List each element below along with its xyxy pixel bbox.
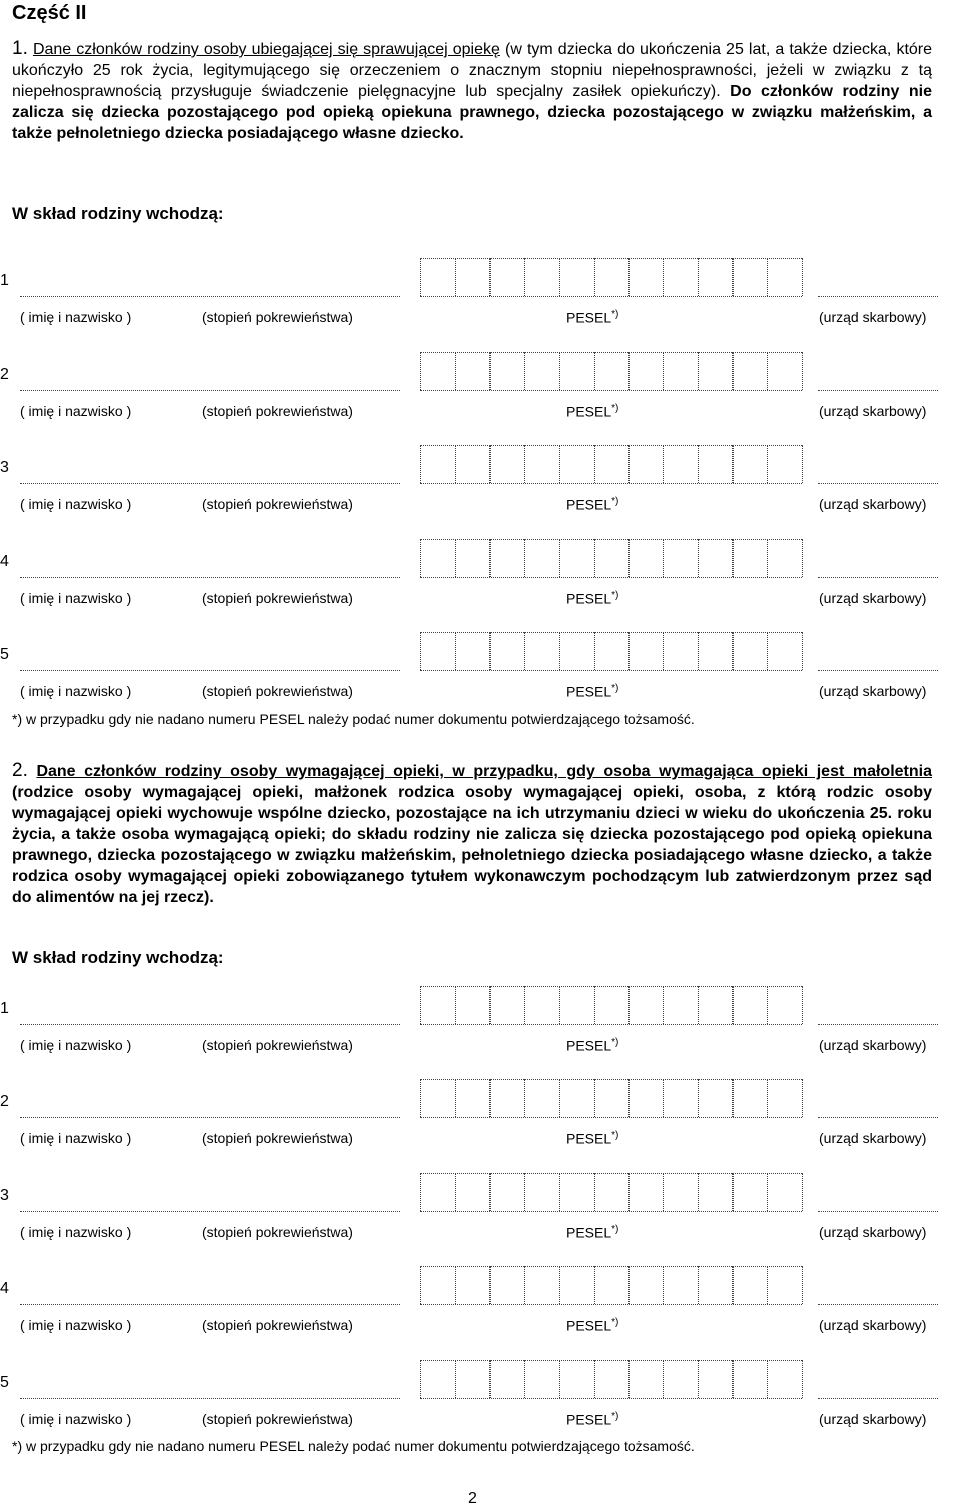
pesel-digit-box[interactable] [524, 1079, 560, 1117]
pesel-digit-box[interactable] [594, 445, 630, 483]
pesel-digit-box[interactable] [420, 258, 456, 296]
pesel-label-text: PESEL [566, 1224, 612, 1241]
pesel-digit-box[interactable] [489, 986, 525, 1024]
pesel-digit-box[interactable] [698, 1173, 734, 1211]
pesel-digit-box[interactable] [455, 1173, 491, 1211]
pesel-label [566, 683, 618, 700]
office-label: (urząd skarbowy) [819, 1317, 927, 1333]
pesel-digit-box[interactable] [698, 258, 734, 296]
pesel-digit-box[interactable] [455, 258, 491, 296]
section2-paragraph [12, 760, 932, 908]
row-number: 1 [0, 1000, 9, 1017]
name-label: ( imię i nazwisko ) [20, 1224, 132, 1240]
pesel-digit-box[interactable] [489, 1173, 525, 1211]
pesel-label [566, 1130, 618, 1147]
pesel-digit-box[interactable] [732, 258, 768, 296]
row-number: 1 [0, 272, 9, 289]
pesel-digit-box[interactable] [524, 1173, 560, 1211]
pesel-label-text: PESEL [566, 1411, 612, 1428]
name-relation-field[interactable] [20, 670, 400, 671]
tax-office-field[interactable] [818, 483, 938, 484]
pesel-digit-box[interactable] [524, 539, 560, 577]
pesel-digit-box[interactable] [420, 1360, 456, 1398]
name-relation-field[interactable] [20, 296, 400, 297]
pesel-digit-box[interactable] [767, 445, 803, 483]
name-label: ( imię i nazwisko ) [20, 683, 132, 699]
page-number: 2 [468, 1490, 477, 1507]
pesel-label [566, 309, 618, 326]
pesel-digit-box[interactable] [663, 258, 699, 296]
pesel-digit-box[interactable] [594, 1266, 630, 1304]
pesel-digit-box[interactable] [420, 445, 456, 483]
pesel-digit-box[interactable] [594, 539, 630, 577]
pesel-digit-box[interactable] [767, 539, 803, 577]
member-row [0, 982, 960, 1072]
section2-text: (rodzice osoby wymagającej opieki, małżonek rodzica osoby wymagającej opieki, osoba, z którą rodzic osoby wymagającej opieki wychowuje wspólne dziecko, pozostające na ich utrzymaniu dzieci w wieku do ukończenia 25. roku życia, a także osoba wymagającą opieki; do składu rodziny nie zalicza się dziecka pozostającego pod opieką opiekuna prawnego, dziecka pozostającego w związku małżeńskim, pełnoletniego dziecka posiadającego własne dziecko, a także rodzica osoby wymagającej opieki zobowiązanego tytułem wykonawczym pochodzącym lub zatwierdzonym przez sąd do alimentów na jej rzecz). [12, 784, 932, 906]
pesel-label [566, 1037, 618, 1054]
name-relation-field[interactable] [20, 1117, 400, 1118]
pesel-label-text: PESEL [566, 1130, 612, 1147]
pesel-digit-box[interactable] [698, 539, 734, 577]
pesel-digit-box[interactable] [420, 1173, 456, 1211]
pesel-digit-box[interactable] [594, 1173, 630, 1211]
pesel-digit-box[interactable] [732, 352, 768, 390]
office-label: (urząd skarbowy) [819, 1130, 927, 1146]
office-label: (urząd skarbowy) [819, 590, 927, 606]
pesel-digit-box[interactable] [698, 1079, 734, 1117]
pesel-digit-box[interactable] [524, 986, 560, 1024]
name-relation-field[interactable] [20, 1304, 400, 1305]
relation-label: (stopień pokrewieństwa) [202, 403, 353, 419]
pesel-digit-box[interactable] [455, 986, 491, 1024]
pesel-footnote-mark: *) [611, 1411, 619, 1422]
pesel-digit-box[interactable] [663, 539, 699, 577]
pesel-digit-box[interactable] [559, 1360, 595, 1398]
pesel-digit-box[interactable] [489, 258, 525, 296]
pesel-digit-box[interactable] [420, 632, 456, 670]
pesel-digit-box[interactable] [767, 1266, 803, 1304]
pesel-digit-box[interactable] [455, 539, 491, 577]
tax-office-field[interactable] [818, 670, 938, 671]
pesel-digit-box[interactable] [767, 1360, 803, 1398]
pesel-digit-box[interactable] [559, 986, 595, 1024]
pesel-digit-box[interactable] [420, 1266, 456, 1304]
pesel-boxes[interactable] [420, 1079, 802, 1119]
pesel-digit-box[interactable] [732, 1173, 768, 1211]
relation-label: (stopień pokrewieństwa) [202, 1037, 353, 1053]
pesel-digit-box[interactable] [698, 352, 734, 390]
tax-office-field[interactable] [818, 577, 938, 578]
pesel-digit-box[interactable] [628, 1173, 664, 1211]
pesel-label [566, 403, 618, 420]
pesel-digit-box[interactable] [455, 445, 491, 483]
pesel-digit-box[interactable] [628, 539, 664, 577]
pesel-digit-box[interactable] [628, 1360, 664, 1398]
pesel-digit-box[interactable] [732, 445, 768, 483]
pesel-boxes[interactable] [420, 1360, 802, 1400]
office-label: (urząd skarbowy) [819, 1411, 927, 1427]
name-relation-field[interactable] [20, 390, 400, 391]
pesel-digit-box[interactable] [594, 258, 630, 296]
pesel-digit-box[interactable] [455, 632, 491, 670]
relation-label: (stopień pokrewieństwa) [202, 309, 353, 325]
pesel-digit-box[interactable] [732, 539, 768, 577]
name-label: ( imię i nazwisko ) [20, 1317, 132, 1333]
tax-office-field[interactable] [818, 1398, 938, 1399]
pesel-label-text: PESEL [566, 403, 612, 420]
row-number: 2 [0, 366, 9, 383]
pesel-boxes[interactable] [420, 445, 802, 485]
pesel-digit-box[interactable] [489, 1360, 525, 1398]
pesel-digit-box[interactable] [628, 352, 664, 390]
pesel-digit-box[interactable] [524, 632, 560, 670]
pesel-digit-box[interactable] [663, 986, 699, 1024]
tax-office-field[interactable] [818, 1211, 938, 1212]
member-row [0, 1356, 960, 1446]
tax-office-field[interactable] [818, 1117, 938, 1118]
pesel-digit-box[interactable] [732, 632, 768, 670]
name-label: ( imię i nazwisko ) [20, 403, 132, 419]
pesel-digit-box[interactable] [489, 1079, 525, 1117]
pesel-footnote-mark: *) [611, 590, 619, 601]
pesel-digit-box[interactable] [594, 352, 630, 390]
row-number: 5 [0, 646, 9, 663]
section1-paragraph [12, 38, 932, 144]
pesel-label-text: PESEL [566, 309, 612, 326]
tax-office-field[interactable] [818, 1024, 938, 1025]
office-label: (urząd skarbowy) [819, 496, 927, 512]
pesel-footnote-mark: *) [611, 1130, 619, 1141]
pesel-digit-box[interactable] [628, 632, 664, 670]
member-row [0, 348, 960, 438]
pesel-digit-box[interactable] [455, 352, 491, 390]
member-row [0, 1075, 960, 1165]
pesel-digit-box[interactable] [524, 1266, 560, 1304]
relation-label: (stopień pokrewieństwa) [202, 1224, 353, 1240]
office-label: (urząd skarbowy) [819, 683, 927, 699]
pesel-digit-box[interactable] [489, 539, 525, 577]
pesel-label [566, 1224, 618, 1241]
pesel-digit-box[interactable] [455, 1360, 491, 1398]
tax-office-field[interactable] [818, 1304, 938, 1305]
pesel-digit-box[interactable] [524, 1360, 560, 1398]
pesel-footnote-mark: *) [611, 309, 619, 320]
row-number: 4 [0, 553, 9, 570]
pesel-digit-box[interactable] [559, 258, 595, 296]
member-row [0, 441, 960, 531]
pesel-digit-box[interactable] [594, 632, 630, 670]
pesel-digit-box[interactable] [455, 1266, 491, 1304]
pesel-digit-box[interactable] [559, 1173, 595, 1211]
pesel-label-text: PESEL [566, 496, 612, 513]
pesel-boxes[interactable] [420, 258, 802, 298]
row-number: 5 [0, 1374, 9, 1391]
office-label: (urząd skarbowy) [819, 309, 927, 325]
section1-underlined: Dane członków rodziny osoby ubiegającej się sprawującej opiekę [32, 41, 500, 58]
member-row [0, 628, 960, 718]
pesel-label-text: PESEL [566, 1317, 612, 1334]
pesel-digit-box[interactable] [489, 1266, 525, 1304]
row-number: 3 [0, 1187, 9, 1204]
office-label: (urząd skarbowy) [819, 1037, 927, 1053]
pesel-digit-box[interactable] [559, 445, 595, 483]
pesel-digit-box[interactable] [628, 1079, 664, 1117]
name-relation-field[interactable] [20, 577, 400, 578]
section2-number: 2. [12, 760, 28, 781]
pesel-digit-box[interactable] [559, 1079, 595, 1117]
pesel-digit-box[interactable] [698, 632, 734, 670]
name-relation-field[interactable] [20, 1211, 400, 1212]
pesel-digit-box[interactable] [559, 352, 595, 390]
pesel-digit-box[interactable] [767, 258, 803, 296]
pesel-label [566, 496, 618, 513]
pesel-label-text: PESEL [566, 683, 612, 700]
pesel-digit-box[interactable] [698, 986, 734, 1024]
pesel-footnote-mark: *) [611, 1037, 619, 1048]
pesel-digit-box[interactable] [698, 1266, 734, 1304]
name-label: ( imię i nazwisko ) [20, 1411, 132, 1427]
name-relation-field[interactable] [20, 483, 400, 484]
row-number: 4 [0, 1280, 9, 1297]
pesel-digit-box[interactable] [732, 1266, 768, 1304]
pesel-digit-box[interactable] [767, 1173, 803, 1211]
pesel-boxes[interactable] [420, 986, 802, 1026]
pesel-boxes[interactable] [420, 632, 802, 672]
section1-heading: W skład rodziny wchodzą: [12, 204, 224, 223]
pesel-label [566, 1317, 618, 1334]
pesel-digit-box[interactable] [698, 445, 734, 483]
name-relation-field[interactable] [20, 1024, 400, 1025]
member-row [0, 1169, 960, 1259]
pesel-digit-box[interactable] [767, 352, 803, 390]
pesel-digit-box[interactable] [663, 1079, 699, 1117]
pesel-boxes[interactable] [420, 352, 802, 392]
section2-heading: W skład rodziny wchodzą: [12, 948, 224, 967]
relation-label: (stopień pokrewieństwa) [202, 1411, 353, 1427]
pesel-digit-box[interactable] [420, 539, 456, 577]
row-number: 3 [0, 459, 9, 476]
member-row [0, 535, 960, 625]
relation-label: (stopień pokrewieństwa) [202, 683, 353, 699]
pesel-digit-box[interactable] [559, 632, 595, 670]
pesel-footnote-mark: *) [611, 403, 619, 414]
relation-label: (stopień pokrewieństwa) [202, 496, 353, 512]
pesel-digit-box[interactable] [524, 352, 560, 390]
pesel-digit-box[interactable] [524, 258, 560, 296]
office-label: (urząd skarbowy) [819, 403, 927, 419]
pesel-digit-box[interactable] [420, 1079, 456, 1117]
pesel-digit-box[interactable] [559, 1266, 595, 1304]
relation-label: (stopień pokrewieństwa) [202, 1317, 353, 1333]
pesel-digit-box[interactable] [559, 539, 595, 577]
relation-label: (stopień pokrewieństwa) [202, 1130, 353, 1146]
pesel-digit-box[interactable] [767, 632, 803, 670]
pesel-footnote-mark: *) [611, 1224, 619, 1235]
section1-footnote: *) w przypadku gdy nie nadano numeru PESEL należy podać numer dokumentu potwierdzającego tożsamość. [12, 711, 695, 727]
pesel-digit-box[interactable] [489, 632, 525, 670]
pesel-digit-box[interactable] [663, 445, 699, 483]
pesel-boxes[interactable] [420, 1266, 802, 1306]
relation-label: (stopień pokrewieństwa) [202, 590, 353, 606]
name-label: ( imię i nazwisko ) [20, 309, 132, 325]
pesel-digit-box[interactable] [698, 1360, 734, 1398]
pesel-digit-box[interactable] [732, 1360, 768, 1398]
tax-office-field[interactable] [818, 296, 938, 297]
pesel-digit-box[interactable] [663, 1173, 699, 1211]
pesel-digit-box[interactable] [628, 986, 664, 1024]
pesel-digit-box[interactable] [594, 986, 630, 1024]
pesel-digit-box[interactable] [420, 352, 456, 390]
pesel-digit-box[interactable] [489, 445, 525, 483]
office-label: (urząd skarbowy) [819, 1224, 927, 1240]
pesel-label-text: PESEL [566, 1037, 612, 1054]
name-label: ( imię i nazwisko ) [20, 496, 132, 512]
pesel-boxes[interactable] [420, 539, 802, 579]
section1-text-b: Do członków rodziny nie zalicza się dziecka pozostającego pod opieką opiekuna prawnego, dziecka pozostającego w związku małżeńskim, a także pełnoletniego dziecka posiadającego własne dziecko. [12, 83, 932, 142]
pesel-digit-box[interactable] [732, 986, 768, 1024]
pesel-digit-box[interactable] [663, 1360, 699, 1398]
pesel-digit-box[interactable] [594, 1360, 630, 1398]
section1-text-a: (w tym dziecka do ukończenia 25 lat, a także dziecka, które ukończyło 25 rok życia, legitymującego się orzeczeniem o znacznym stopniu niepełnosprawności, jeżeli w związku z tą niepełnosprawnością przysługuje świadczenie pielęgnacyjne lub specjalny zasiłek opiekuńczy). [12, 41, 933, 100]
pesel-digit-box[interactable] [663, 632, 699, 670]
pesel-digit-box[interactable] [663, 352, 699, 390]
pesel-digit-box[interactable] [489, 352, 525, 390]
pesel-label [566, 1411, 618, 1428]
name-relation-field[interactable] [20, 1398, 400, 1399]
name-label: ( imię i nazwisko ) [20, 590, 132, 606]
row-number: 2 [0, 1093, 9, 1110]
section1-number: 1. [12, 38, 28, 59]
pesel-label [566, 590, 618, 607]
section2-footnote: *) w przypadku gdy nie nadano numeru PESEL należy podać numer dokumentu potwierdzającego tożsamość. [12, 1438, 695, 1454]
tax-office-field[interactable] [818, 390, 938, 391]
pesel-digit-box[interactable] [420, 986, 456, 1024]
pesel-digit-box[interactable] [594, 1079, 630, 1117]
pesel-digit-box[interactable] [767, 986, 803, 1024]
member-row [0, 1262, 960, 1352]
pesel-label-text: PESEL [566, 590, 612, 607]
section2-underlined: Dane członków rodziny osoby wymagającej opieki, w przypadku, gdy osoba wymagająca opieki jest małoletnia [36, 763, 932, 780]
pesel-digit-box[interactable] [628, 258, 664, 296]
pesel-digit-box[interactable] [663, 1266, 699, 1304]
pesel-footnote-mark: *) [611, 1317, 619, 1328]
pesel-digit-box[interactable] [524, 445, 560, 483]
member-row [0, 254, 960, 344]
pesel-digit-box[interactable] [628, 1266, 664, 1304]
pesel-digit-box[interactable] [455, 1079, 491, 1117]
part-title: Część II [12, 2, 87, 24]
pesel-digit-box[interactable] [732, 1079, 768, 1117]
name-label: ( imię i nazwisko ) [20, 1037, 132, 1053]
pesel-boxes[interactable] [420, 1173, 802, 1213]
pesel-digit-box[interactable] [628, 445, 664, 483]
pesel-footnote-mark: *) [611, 683, 619, 694]
name-label: ( imię i nazwisko ) [20, 1130, 132, 1146]
pesel-digit-box[interactable] [767, 1079, 803, 1117]
pesel-footnote-mark: *) [611, 496, 619, 507]
